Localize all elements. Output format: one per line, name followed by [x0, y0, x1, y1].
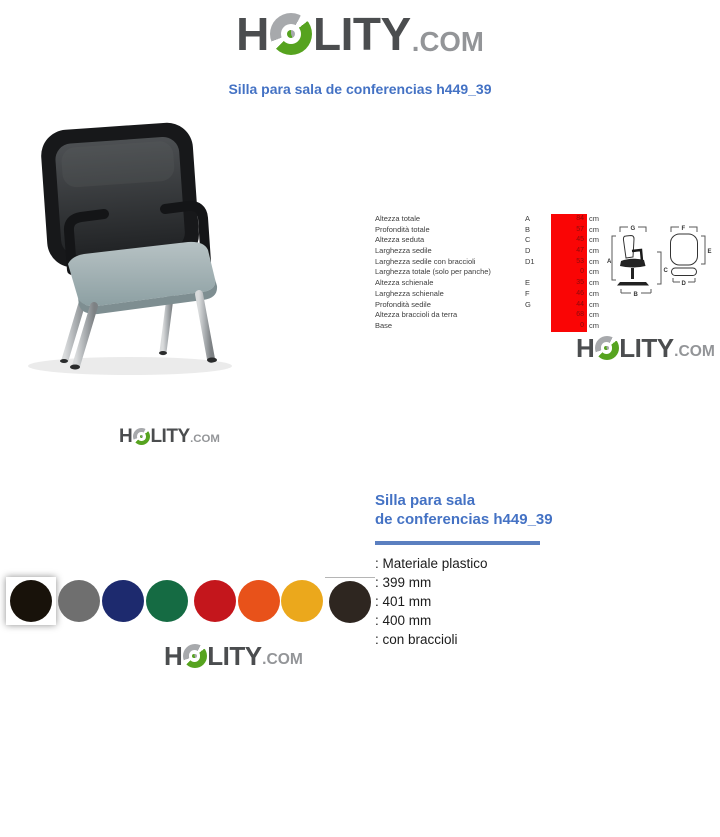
- logo-text-com: .COM: [262, 651, 303, 669]
- spec-line: : 399 mm: [375, 575, 432, 590]
- dimension-letter: D1: [525, 256, 535, 266]
- dimension-label: Larghezza schienale: [375, 288, 444, 298]
- table-row: [375, 246, 615, 257]
- dimension-label: Larghezza sedile con braccioli: [375, 256, 476, 266]
- table-row: [375, 278, 615, 289]
- logo-text-lity: LITY: [619, 333, 674, 363]
- dimension-unit: cm: [589, 320, 599, 330]
- dimension-value: 45: [551, 235, 587, 246]
- holity-logo-footer: [164, 643, 303, 670]
- color-swatch: [102, 580, 144, 622]
- logo-text-lity: LITY: [207, 641, 262, 671]
- dimension-letter: E: [525, 278, 531, 288]
- dimension-letter: B: [525, 224, 531, 234]
- chair-front-view-icon: [671, 234, 698, 276]
- logo-text-lity: LITY: [313, 8, 411, 60]
- product-title-line2: de conferencias h449_39: [375, 511, 553, 528]
- holity-ring-icon: [595, 336, 619, 360]
- dimension-label: Profondità totale: [375, 224, 430, 234]
- product-info: [375, 491, 610, 649]
- logo-text-h: H: [119, 426, 133, 447]
- diagram-label-c: C: [663, 268, 668, 274]
- spec-line: : Materiale plastico: [375, 556, 488, 571]
- holity-logo-small: [119, 427, 220, 447]
- diagram-label-a: A: [607, 259, 612, 265]
- dimension-unit: cm: [589, 310, 599, 320]
- diagram-label-b: B: [633, 292, 638, 298]
- logo-text-lity: LITY: [150, 426, 190, 447]
- holity-logo-medium: [576, 335, 715, 362]
- table-row: [375, 321, 615, 332]
- dimension-unit: cm: [589, 214, 599, 223]
- dimension-unit: cm: [589, 224, 599, 234]
- logo-text-h: H: [236, 8, 269, 60]
- dimension-table: [375, 214, 615, 332]
- logo-text-com: .COM: [674, 343, 715, 361]
- spec-line: : 401 mm: [375, 594, 432, 609]
- table-row: [375, 235, 615, 246]
- dimension-value: 57: [551, 225, 587, 236]
- table-row: [375, 257, 615, 268]
- swatch-tile: [6, 577, 56, 625]
- dimension-value: 0: [551, 321, 587, 332]
- dimension-label: Altezza seduta: [375, 235, 425, 245]
- spec-line: : 400 mm: [375, 613, 432, 628]
- diagram-label-d: D: [681, 281, 686, 287]
- dimension-letter: A: [525, 214, 531, 223]
- product-photo-chair: [12, 114, 237, 379]
- dimension-letter: C: [525, 235, 531, 245]
- dimension-unit: cm: [589, 246, 599, 256]
- dimension-unit: cm: [589, 288, 599, 298]
- dimension-value: 53: [551, 257, 587, 268]
- dimension-label: Larghezza sedile: [375, 246, 432, 256]
- dimension-label: Altezza totale: [375, 214, 421, 223]
- holity-ring-icon: [133, 428, 150, 445]
- dimension-value: 46: [551, 289, 587, 300]
- diagram-label-e: E: [707, 249, 712, 255]
- dimension-letter: D: [525, 246, 531, 256]
- diagram-label-f: F: [681, 226, 686, 232]
- color-swatch: [329, 581, 371, 623]
- product-title-line1: Silla para sala: [375, 492, 476, 509]
- logo-text-h: H: [164, 641, 183, 671]
- dimension-unit: cm: [589, 299, 599, 309]
- color-swatch: [238, 580, 280, 622]
- table-row: [375, 225, 615, 236]
- table-row: [375, 267, 615, 278]
- dimension-value: 35: [551, 278, 587, 289]
- dimension-unit: cm: [589, 256, 599, 266]
- color-swatch: [58, 580, 100, 622]
- dimension-unit: cm: [589, 235, 599, 245]
- dimension-value: 68: [551, 310, 587, 321]
- logo-text-h: H: [576, 333, 595, 363]
- dimension-label: Altezza schienale: [375, 278, 434, 288]
- dimension-value: 84: [551, 214, 587, 225]
- chair-side-view-icon: [617, 236, 649, 286]
- holity-ring-icon: [270, 13, 312, 55]
- color-swatch: [10, 580, 52, 622]
- dimension-label: Profondità sedile: [375, 299, 431, 309]
- table-row: [375, 214, 615, 225]
- table-row: [375, 300, 615, 311]
- diagram-label-g: G: [630, 226, 636, 232]
- dimension-value: 0: [551, 267, 587, 278]
- color-swatch: [194, 580, 236, 622]
- chair-illustration: [12, 114, 237, 379]
- dimension-unit: cm: [589, 267, 599, 277]
- dimension-label: Larghezza totale (solo per panche): [375, 267, 491, 277]
- dimension-label: Base: [375, 320, 393, 330]
- header: [0, 8, 720, 60]
- dimension-letter: F: [525, 288, 530, 298]
- dimension-label: Altezza braccioli da terra: [375, 310, 458, 320]
- color-swatch: [146, 580, 188, 622]
- dimension-letter: G: [525, 299, 531, 309]
- table-row: [375, 289, 615, 300]
- swatch-tile: [325, 577, 375, 626]
- color-swatch-row: [6, 578, 375, 624]
- holity-ring-icon: [183, 644, 207, 668]
- logo-text-com: .COM: [190, 432, 220, 445]
- dimension-value: 47: [551, 246, 587, 257]
- title-underline: [375, 541, 540, 545]
- color-swatch: [281, 580, 323, 622]
- dimension-unit: cm: [589, 278, 599, 288]
- holity-logo[interactable]: [236, 8, 484, 60]
- page-title: Silla para sala de conferencias h449_39: [228, 81, 492, 97]
- table-row: [375, 310, 615, 321]
- logo-text-com: .COM: [411, 25, 484, 57]
- dimension-diagram: [607, 222, 715, 309]
- dimension-value: 44: [551, 300, 587, 311]
- spec-line: : con braccioli: [375, 632, 458, 647]
